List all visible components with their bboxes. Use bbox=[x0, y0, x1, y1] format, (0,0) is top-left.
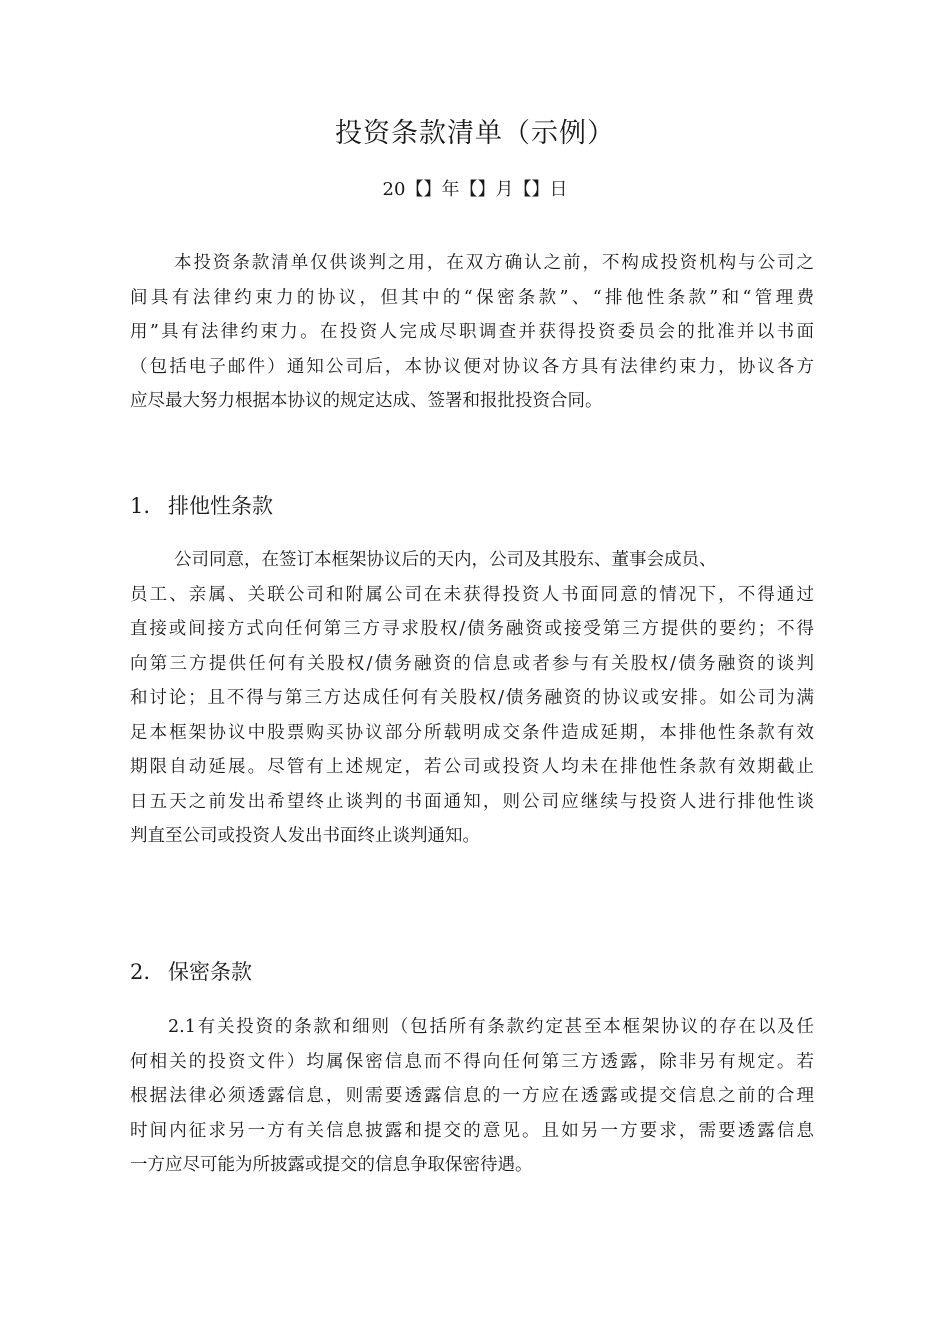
section-1-line: 和讨论；且不得与第三方达成任何有关股权/债务融资的协议或安排。如公司为满 bbox=[130, 688, 814, 708]
section-1-title: 排他性条款 bbox=[168, 494, 273, 518]
document-date: 20【】年【】月【】日 bbox=[382, 179, 568, 200]
section-2-number: 2. bbox=[130, 960, 151, 984]
section-1-line: 日五天之前发出希望终止谈判的书面通知，则公司应继续与投资人进行排他性谈 bbox=[130, 791, 814, 812]
intro-line: （包括电子邮件）通知公司后，本协议便对协议各方具有法律约束力，协议各方 bbox=[130, 356, 814, 377]
section-1-line: 判直至公司或投资人发出书面终止谈判通知。 bbox=[130, 826, 480, 846]
section-2-line: 一方应尽可能为所披露或提交的信息争取保密待遇。 bbox=[130, 1155, 533, 1175]
section-2-line: 根据法律必须透露信息，则需要透露信息的一方应在透露或提交信息之前的合理 bbox=[130, 1086, 814, 1106]
section-2-line: 2.1有关投资的条款和细则（包括所有条款约定甚至本框架协议的存在以及任 bbox=[168, 1017, 814, 1037]
section-2-paragraph bbox=[130, 1010, 814, 1183]
section-2-line: 何相关的投资文件）均属保密信息而不得向任何第三方透露，除非另有规定。若 bbox=[130, 1051, 814, 1072]
section-1-number: 1. bbox=[130, 494, 151, 518]
intro-line: 应尽最大努力根据本协议的规定达成、签署和报批投资合同。 bbox=[130, 391, 603, 411]
section-1-heading bbox=[130, 488, 273, 524]
section-1-line: 直接或间接方式向任何第三方寻求股权/债务融资或接受第三方提供的要约；不得 bbox=[130, 619, 814, 639]
intro-line: 用”具有法律约束力。在投资人完成尽职调查并获得投资委员会的批准并以书面 bbox=[130, 322, 814, 342]
section-2-heading bbox=[130, 954, 252, 990]
intro-line: 本投资条款清单仅供谈判之用，在双方确认之前，不构成投资机构与公司之 bbox=[174, 253, 814, 273]
section-1-line: 期限自动延展。尽管有上述规定，若公司或投资人均未在排他性条款有效期截止 bbox=[130, 757, 814, 777]
section-1-line: 员工、亲属、关联公司和附属公司在未获得投资人书面同意的情况下，不得通过 bbox=[130, 584, 814, 605]
intro-line: 间具有法律约束力的协议，但其中的“保密条款”、“排他性条款”和“管理费 bbox=[130, 287, 814, 308]
section-1-line: 向第三方提供任何有关股权/债务融资的信息或者参与有关股权/债务融资的谈判 bbox=[130, 653, 814, 674]
section-1-line: 足本框架协议中股票购买协议部分所载明成交条件造成延期，本排他性条款有效 bbox=[130, 722, 814, 743]
section-2-line: 时间内征求另一方有关信息披露和提交的意见。且如另一方要求，需要透露信息 bbox=[130, 1120, 814, 1141]
section-1-paragraph bbox=[130, 543, 814, 854]
document-title: 投资条款清单（示例） bbox=[335, 118, 615, 149]
section-2-title: 保密条款 bbox=[168, 960, 252, 984]
section-1-line: 公司同意，在签订本框架协议后的天内，公司及其股东、董事会成员、 bbox=[174, 550, 717, 570]
intro-paragraph bbox=[130, 246, 814, 419]
